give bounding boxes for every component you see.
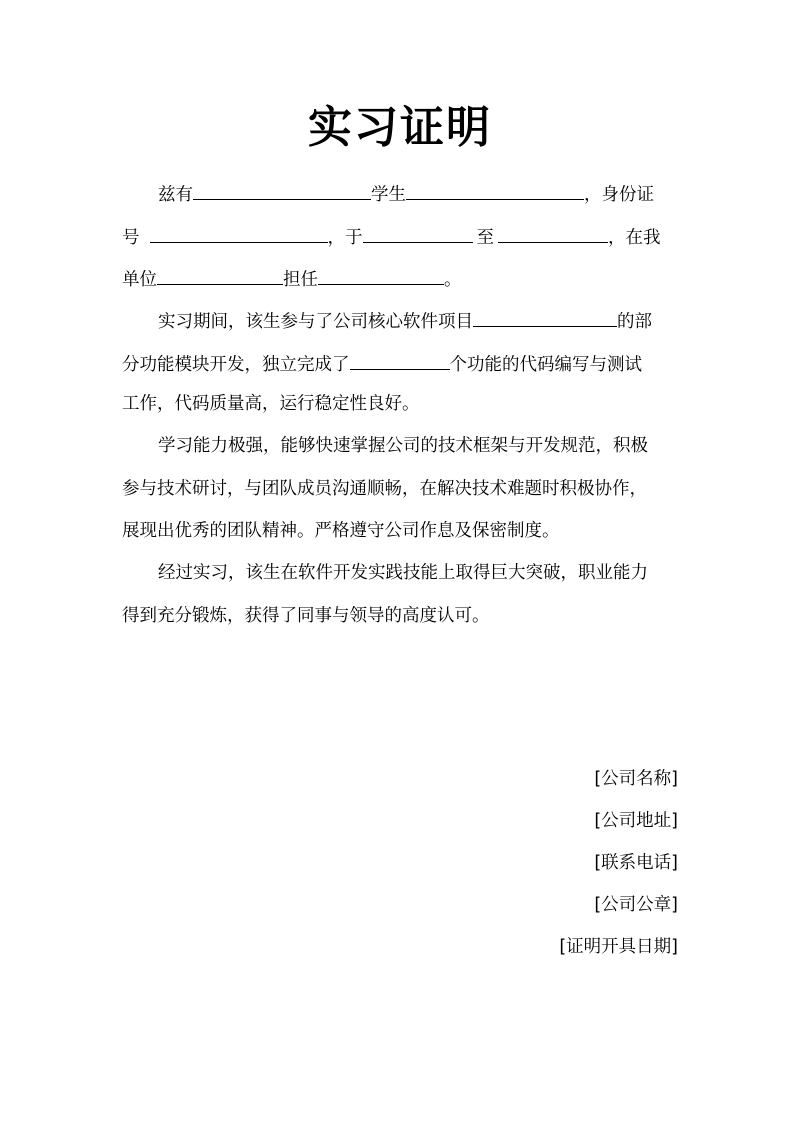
end-date-blank[interactable] [498,220,608,243]
text: 。 [444,270,462,290]
paragraph-1-line-1 [158,177,654,207]
text: 的部 [617,312,652,332]
page-title: 实习证明 [308,102,492,153]
department-blank[interactable] [157,262,283,285]
paragraph-2-line-1 [158,304,652,334]
function-count-blank[interactable] [350,347,450,370]
contact-phone: [联系电话] [594,853,678,873]
name-blank[interactable] [193,177,371,200]
text: 学生 [371,185,406,205]
text: 兹有 [158,185,193,205]
paragraph-2-line-3: 工作，代码质量高，运行稳定性良好。 [122,394,420,414]
paragraph-3-line-3: 展现出优秀的团队精神。严格遵守公司作息及保密制度。 [122,521,560,541]
text: 担任 [283,270,318,290]
text: ，于 [327,228,363,248]
paragraph-1-line-2 [122,220,661,250]
paragraph-4-line-1: 经过实习，该生在软件开发实践技能上取得巨大突破，职业能力 [158,563,648,583]
start-date-blank[interactable] [363,220,473,243]
text: ，在我 [608,228,661,248]
project-blank[interactable] [473,304,617,327]
position-blank[interactable] [318,262,444,285]
text: 个功能的代码编写与测试 [449,355,642,375]
paragraph-2-line-2 [122,347,642,377]
text: 分功能模块开发，独立完成了 [122,355,350,375]
school-blank[interactable] [406,177,584,200]
company-name: [公司名称] [594,769,678,789]
text: 号 [122,228,140,248]
text: 单位 [122,270,157,290]
paragraph-3-line-1: 学习能力极强，能够快速掌握公司的技术框架与开发规范，积极 [158,436,648,456]
id-number-blank[interactable] [150,220,328,243]
paragraph-3-line-2: 参与技术研讨，与团队成员沟通顺畅，在解决技术难题时积极协作， [122,479,647,499]
text: 至 [476,228,494,248]
paragraph-4-line-2: 得到充分锻炼，获得了同事与领导的高度认可。 [122,606,490,626]
paragraph-1-line-3 [122,262,462,292]
text: ，身份证 [584,185,654,205]
issue-date: [证明开具日期] [559,937,678,957]
company-seal: [公司公章] [594,895,678,915]
company-address: [公司地址] [594,811,678,831]
text: 实习期间，该生参与了公司核心软件项目 [158,312,473,332]
